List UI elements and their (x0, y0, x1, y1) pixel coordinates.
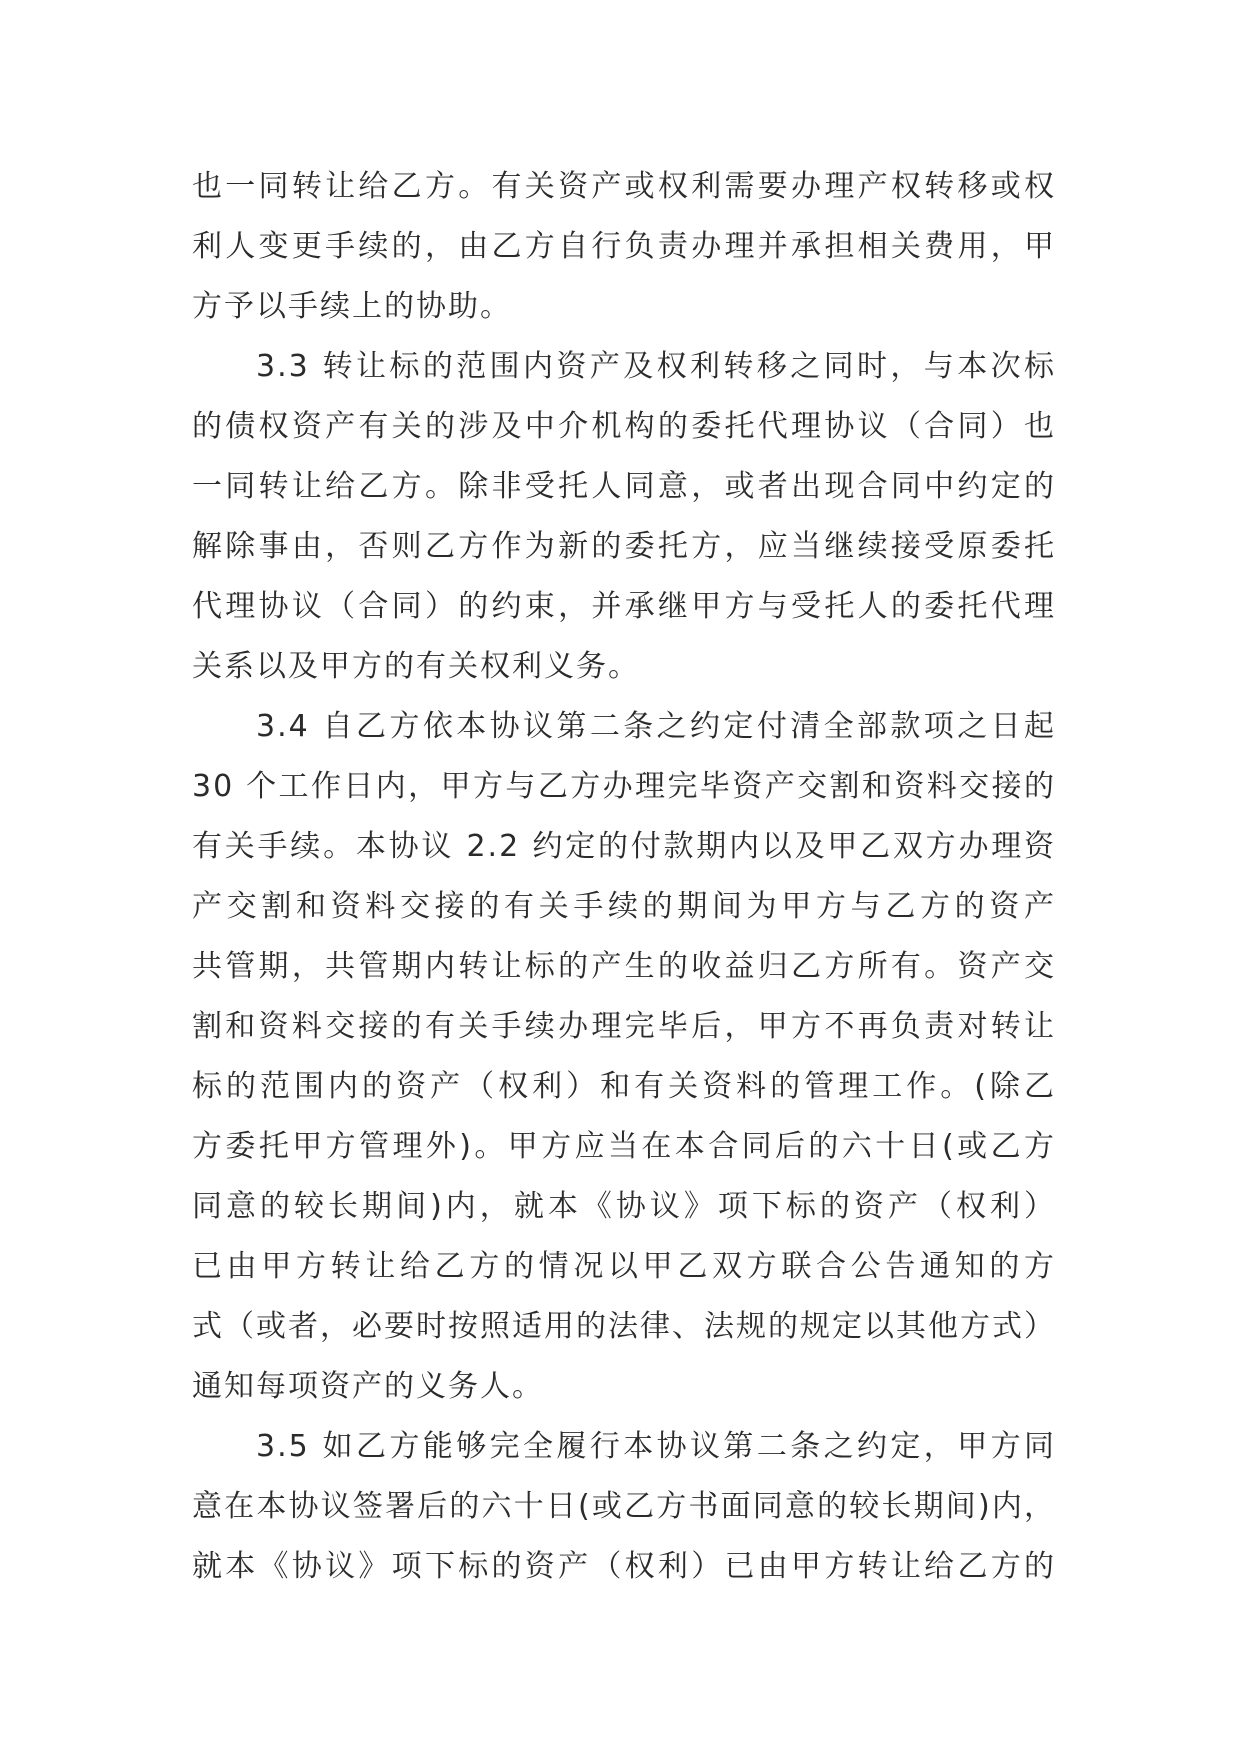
clause-3-4-first-line: 3.4 自乙方依本协议第二条之约定付清全部款项之日起 (256, 709, 1056, 744)
text-line: 产交割和资料交接的有关手续的期间为甲方与乙方的资产 (192, 889, 1056, 924)
text-line: 意在本协议签署后的六十日(或乙方书面同意的较长期间)内， (192, 1489, 1056, 1524)
text-line: 式（或者，必要时按照适用的法律、法规的规定以其他方式） (192, 1309, 1056, 1344)
text-line: 也一同转让给乙方。有关资产或权利需要办理产权转移或权 (192, 169, 1056, 204)
text-line: 方予以手续上的协助。 (192, 289, 512, 324)
text-line: 标的范围内的资产（权利）和有关资料的管理工作。(除乙 (192, 1069, 1056, 1104)
text-line: 同意的较长期间)内，就本《协议》项下标的资产（权利） (192, 1189, 1056, 1224)
text-line: 30 个工作日内，甲方与乙方办理完毕资产交割和资料交接的 (192, 769, 1056, 804)
document-body (192, 157, 1056, 1597)
clause-3-5-first-line: 3.5 如乙方能够完全履行本协议第二条之约定，甲方同 (256, 1429, 1056, 1464)
text-line: 利人变更手续的，由乙方自行负责办理并承担相关费用，甲 (192, 229, 1056, 264)
text-line: 代理协议（合同）的约束，并承继甲方与受托人的委托代理 (192, 589, 1056, 624)
text-line: 方委托甲方管理外)。甲方应当在本合同后的六十日(或乙方 (192, 1129, 1056, 1164)
text-line: 解除事由，否则乙方作为新的委托方，应当继续接受原委托 (192, 529, 1056, 564)
text-line: 共管期，共管期内转让标的产生的收益归乙方所有。资产交 (192, 949, 1056, 984)
text-line: 有关手续。本协议 2.2 约定的付款期内以及甲乙双方办理资 (192, 829, 1056, 864)
text-line: 的债权资产有关的涉及中介机构的委托代理协议（合同）也 (192, 409, 1056, 444)
clause-3-3-first-line: 3.3 转让标的范围内资产及权利转移之同时，与本次标 (256, 349, 1056, 384)
text-line: 就本《协议》项下标的资产（权利）已由甲方转让给乙方的 (192, 1549, 1056, 1584)
text-line: 已由甲方转让给乙方的情况以甲乙双方联合公告通知的方 (192, 1249, 1056, 1284)
text-line: 一同转让给乙方。除非受托人同意，或者出现合同中约定的 (192, 469, 1056, 504)
text-line: 割和资料交接的有关手续办理完毕后，甲方不再负责对转让 (192, 1009, 1056, 1044)
text-line: 关系以及甲方的有关权利义务。 (192, 649, 640, 684)
text-line: 通知每项资产的义务人。 (192, 1369, 544, 1404)
